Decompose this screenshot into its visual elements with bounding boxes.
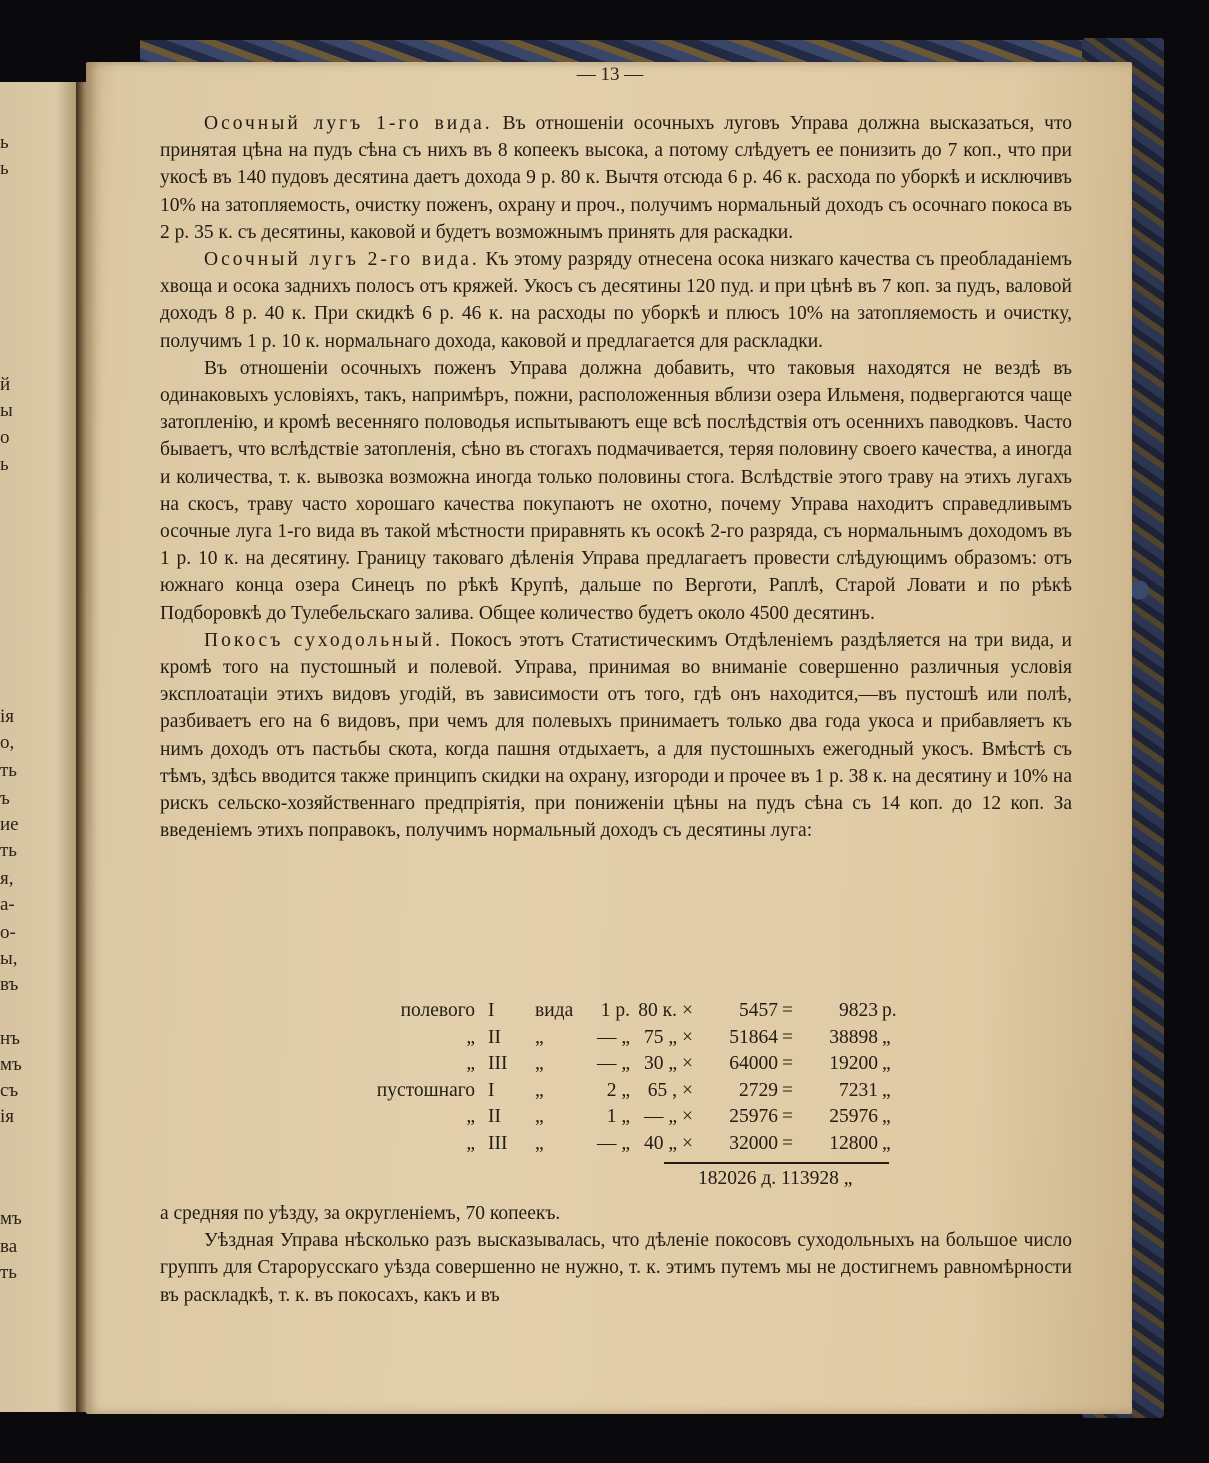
row-times: ×	[682, 1000, 693, 1021]
row-name: „	[466, 1053, 475, 1074]
row-rub: — „	[596, 1132, 630, 1154]
left-fragment: ь	[0, 454, 9, 475]
left-fragment: о-	[0, 922, 16, 943]
row-unit: „	[882, 1026, 891, 1048]
row-times: ×	[682, 1106, 693, 1127]
table-total: 182026 д. 113928 „	[698, 1168, 853, 1189]
row-vida: „	[535, 1079, 544, 1101]
row-area: 2729	[739, 1079, 778, 1101]
left-fragment: ь	[0, 132, 9, 153]
left-fragment: съ	[0, 1080, 19, 1101]
row-rub: — „	[596, 1053, 630, 1074]
row-result: 9823	[839, 1000, 878, 1021]
row-result: 19200	[829, 1053, 878, 1074]
row-roman: II	[488, 1026, 501, 1048]
row-kop: 65 ,	[647, 1079, 677, 1101]
left-fragment: въ	[0, 974, 19, 995]
paragraph-lead: Покосъ суходольный.	[204, 629, 443, 651]
left-fragment: ва	[0, 1236, 18, 1257]
paragraph: Уѣздная Управа нѣсколько разъ высказывалась, что дѣленіе покосовъ суходольныхъ на большое число группъ для Старорусскаго уѣзда совершенно не нужно, т. к. этимъ путемъ мы не достигнемъ равномѣрности въ раскладкѣ, т. к. въ покосахъ, какъ и въ	[160, 1230, 1072, 1306]
income-table	[330, 1000, 910, 1159]
row-vida: „	[535, 1026, 544, 1048]
left-fragment: ть	[0, 1262, 17, 1283]
paragraph-lead: Осочный лугъ 1-го вида.	[204, 113, 493, 134]
row-roman: III	[488, 1132, 508, 1154]
row-result: 7231	[839, 1079, 878, 1101]
row-name: „	[466, 1026, 475, 1048]
paragraph-body: Въ отношеніи осочныхъ луговъ Управа должна высказаться, что принятая цѣна на пудъ сѣна съ нихъ въ 8 копеекъ высока, а потому слѣдуетъ ее понизить до 7 коп., что при укосѣ въ 140 пудовъ десятина даетъ дохода 9 р. 80 к. Вычтя отсюда 6 р. 46 к. расхода по уборкѣ и исключивъ 10% на затопляемость, очистку поженъ, охрану и проч., получимъ нормальный доходъ съ осочнаго покоса въ 2 р. 35 к. съ десятины, каковой и будетъ возможнымъ принять для раскадки.	[160, 113, 1072, 243]
table-row	[330, 1080, 910, 1107]
paragraph	[160, 246, 1072, 355]
paragraph-body: Въ отношеніи осочныхъ поженъ Управа должна добавить, что таковыя находятся не вездѣ въ одинаковыхъ условіяхъ, такъ, напримѣръ, пожни, расположенныя вблизи озера Ильменя, подвергаются чаще затопленію, и кромѣ весенняго половодья испытываютъ еще всѣ послѣдствія отъ осеннихъ паводковъ. Часто бываетъ, что вслѣдствіе затопленія, сѣно въ стогахъ подмачивается, теряя половину своего качества, а иногда и количества, т. к. вывозка возможна иногда только половины стога. Вслѣдствіе этого траву на этихъ лугахъ на скосъ, траву часто хорошаго качества покупаютъ не охотно, почему Управа находитъ справедливымъ осочные луга 1-го вида въ такой мѣстности приравнять къ осокѣ 2-го разряда, съ нормальнымъ доходомъ въ 1 р. 10 к. на десятину. Границу таковаго дѣленія Управа предлагаетъ провести слѣдующимъ образомъ: отъ южнаго конца озера Синецъ по рѣкѣ Крупѣ, дальше по Верготи, Раплѣ, Старой Ловати и по рѣкѣ Подборовкѣ до Тулебельскаго залива. Общее количество будетъ около 4500 десятинъ.	[160, 357, 1072, 624]
row-kop: 40 „	[643, 1132, 677, 1154]
row-equals: =	[782, 1106, 793, 1127]
row-area: 5457	[739, 1000, 778, 1021]
left-fragment: ія	[0, 1106, 15, 1127]
left-fragment: ъ	[0, 788, 10, 809]
row-result: 25976	[829, 1106, 878, 1127]
body-text	[160, 110, 1072, 844]
paragraph	[160, 110, 1072, 246]
paragraph: а средняя по уѣзду, за округленіемъ, 70 копеекъ.	[160, 1203, 561, 1224]
row-vida: вида	[535, 1000, 574, 1021]
row-area: 51864	[729, 1026, 778, 1048]
table-row	[330, 1053, 910, 1080]
row-name: полевого	[400, 1000, 475, 1021]
row-equals: =	[782, 1000, 793, 1021]
left-fragment: ы,	[0, 948, 18, 969]
row-unit: „	[882, 1053, 891, 1074]
row-kop: 80 к.	[638, 1000, 677, 1021]
table-row	[330, 1106, 910, 1133]
row-result: 38898	[829, 1026, 878, 1048]
table-row	[330, 1027, 910, 1054]
row-roman: I	[488, 1000, 495, 1021]
row-equals: =	[782, 1132, 793, 1154]
paragraph-lead: Осочный лугъ 2-го вида.	[204, 249, 480, 271]
row-equals: =	[782, 1079, 793, 1101]
row-kop: 75 „	[643, 1026, 677, 1048]
row-times: ×	[682, 1132, 693, 1154]
left-page	[0, 82, 80, 1412]
row-equals: =	[782, 1053, 793, 1074]
row-name: пустошнаго	[376, 1079, 475, 1101]
left-fragment: ь	[0, 158, 9, 179]
left-fragment: мъ	[0, 1208, 22, 1229]
row-unit: „	[882, 1106, 891, 1127]
row-roman: III	[488, 1053, 508, 1074]
left-fragment: ія	[0, 706, 15, 727]
row-roman: II	[488, 1106, 501, 1127]
left-fragment: ть	[0, 760, 17, 781]
row-equals: =	[782, 1026, 793, 1048]
row-kop: 30 „	[643, 1053, 677, 1074]
paragraph	[160, 627, 1072, 845]
row-name: „	[466, 1132, 475, 1154]
page-number: — 13 —	[576, 64, 644, 85]
row-times: ×	[682, 1026, 693, 1048]
row-unit: „	[882, 1079, 891, 1101]
row-rub: 1 р.	[600, 1000, 630, 1021]
paragraph	[160, 355, 1072, 627]
row-result: 12800	[829, 1132, 878, 1154]
row-area: 32000	[729, 1132, 778, 1154]
row-roman: I	[488, 1079, 495, 1101]
after-table-text	[160, 1200, 1072, 1309]
row-times: ×	[682, 1053, 693, 1074]
left-fragment: нъ	[0, 1028, 20, 1049]
left-fragment: мъ	[0, 1054, 22, 1075]
left-fragment: о	[0, 427, 10, 448]
left-fragment: ы	[0, 400, 13, 421]
row-unit: „	[882, 1132, 891, 1154]
row-vida: „	[535, 1053, 544, 1074]
left-fragment: й	[0, 374, 11, 395]
row-rub: — „	[596, 1026, 630, 1048]
left-fragment: а-	[0, 894, 15, 915]
row-unit: р.	[882, 1000, 897, 1021]
row-kop: — „	[643, 1106, 677, 1127]
paragraph-body: Покосъ этотъ Статистическимъ Отдѣленіемъ раздѣляется на три вида, и кромѣ того на пустошный и полевой. Управа, принимая во вниманіе совершенно различныя условія эксплоатаціи этихъ видовъ угодій, въ зависимости отъ того, гдѣ онъ находится,—въ пустошѣ или полѣ, разбиваетъ его на 6 видовъ, при чемъ для полевыхъ принимаетъ только два года укоса и прибавляетъ къ нимъ доходъ отъ пастьбы скота, когда пашня отдыхаетъ, а для пустошныхъ ежегодный укосъ. Вмѣстѣ съ тѣмъ, здѣсь вводится также принципъ скидки на охрану, изгороди и прочее въ 1 р. 38 к. на десятину и 10% на рискъ сельско-хозяйственнаго предпріятія, при пониженіи цѣны на пудъ сѣна съ 14 коп. до 12 коп. За введеніемъ этихъ поправокъ, получимъ нормальный доходъ съ десятины луга:	[160, 629, 1072, 842]
left-fragment: ть	[0, 840, 17, 861]
row-rub: 1 „	[606, 1106, 630, 1127]
row-area: 64000	[729, 1053, 778, 1074]
row-rub: 2 „	[606, 1079, 630, 1101]
table-row	[330, 1000, 910, 1027]
row-vida: „	[535, 1132, 544, 1154]
left-fragment: я,	[0, 868, 14, 889]
table-total-rule	[664, 1162, 889, 1164]
paragraph-body: Къ этому разряду отнесена осока низкаго качества съ преобладаніемъ хвоща и осока заднихъ полосъ отъ кряжей. Укосъ съ десятины 120 пуд. и при цѣнѣ въ 7 коп. за пудъ, валовой доходъ 8 р. 40 к. При скидкѣ 6 р. 46 к. на расходы по уборкѣ и плюсъ 10% на затопляемость и очистку, получимъ 1 р. 10 к. нормальнаго дохода, каковой и предлагается для раскладки.	[160, 249, 1072, 352]
row-vida: „	[535, 1106, 544, 1127]
row-times: ×	[682, 1079, 693, 1101]
left-fragment: о,	[0, 732, 15, 753]
row-area: 25976	[729, 1106, 778, 1127]
left-fragment: ие	[0, 814, 19, 835]
row-name: „	[466, 1106, 475, 1127]
table-row	[330, 1133, 910, 1160]
